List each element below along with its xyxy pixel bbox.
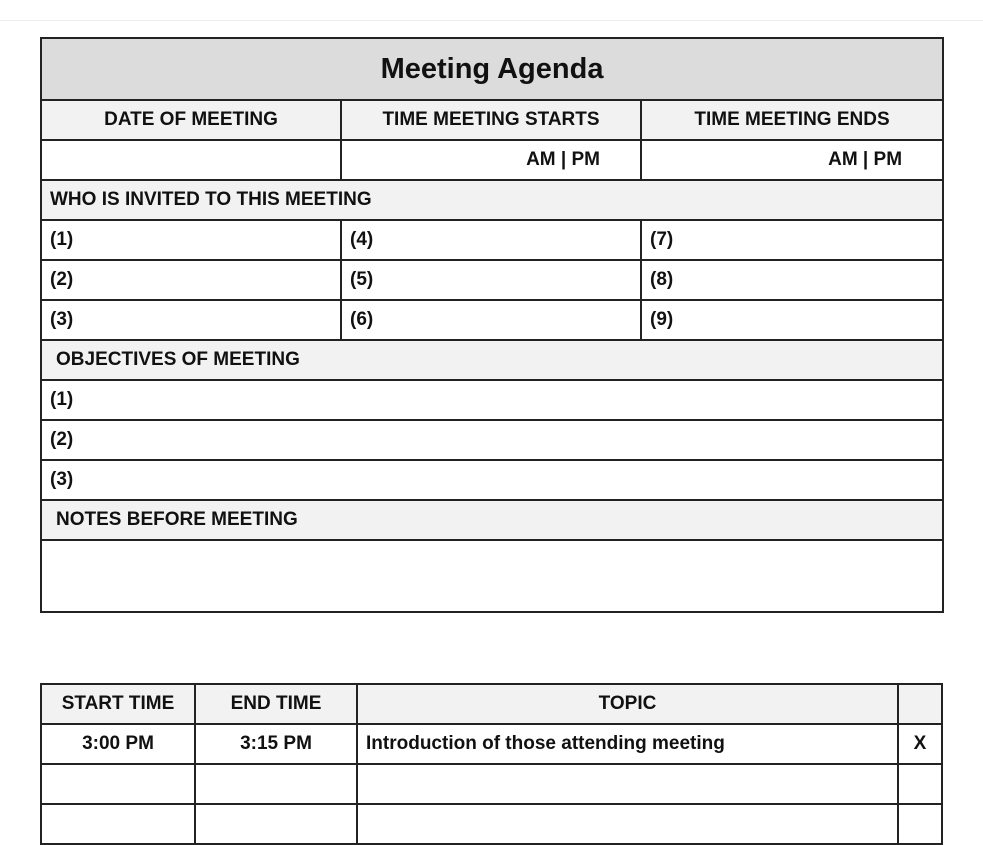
invitee-field[interactable]: (7) — [641, 220, 943, 260]
table-row — [41, 804, 942, 844]
invitee-field[interactable]: (4) — [341, 220, 641, 260]
end-time-cell[interactable] — [195, 804, 357, 844]
topic-cell[interactable] — [357, 764, 898, 804]
date-of-meeting-field[interactable] — [41, 140, 341, 180]
invitee-field[interactable]: (9) — [641, 300, 943, 340]
topic-header: TOPIC — [357, 684, 898, 724]
notes-field[interactable] — [41, 540, 943, 612]
invitee-field[interactable]: (6) — [341, 300, 641, 340]
objective-field[interactable]: (1) — [41, 380, 943, 420]
end-time-cell[interactable]: 3:15 PM — [195, 724, 357, 764]
end-time-cell[interactable] — [195, 764, 357, 804]
invitee-field[interactable]: (3) — [41, 300, 341, 340]
time-ends-header: TIME MEETING ENDS — [641, 100, 943, 140]
objectives-section-heading: OBJECTIVES OF MEETING — [41, 340, 943, 380]
time-starts-field[interactable]: AM | PM — [341, 140, 641, 180]
date-of-meeting-header: DATE OF MEETING — [41, 100, 341, 140]
done-mark-cell[interactable] — [898, 764, 942, 804]
page-title: Meeting Agenda — [41, 38, 943, 100]
table-row — [41, 724, 942, 764]
start-time-header: START TIME — [41, 684, 195, 724]
notes-section-heading: NOTES BEFORE MEETING — [41, 500, 943, 540]
done-mark-cell[interactable]: X — [898, 724, 942, 764]
table-row — [41, 764, 942, 804]
time-starts-header: TIME MEETING STARTS — [341, 100, 641, 140]
topic-cell[interactable] — [357, 804, 898, 844]
objective-field[interactable]: (3) — [41, 460, 943, 500]
invitee-field[interactable]: (5) — [341, 260, 641, 300]
objective-field[interactable]: (2) — [41, 420, 943, 460]
start-time-cell[interactable] — [41, 764, 195, 804]
done-mark-cell[interactable] — [898, 804, 942, 844]
top-divider — [0, 20, 983, 21]
start-time-cell[interactable]: 3:00 PM — [41, 724, 195, 764]
end-time-header: END TIME — [195, 684, 357, 724]
schedule-table — [40, 683, 943, 845]
invited-section-heading: WHO IS INVITED TO THIS MEETING — [41, 180, 943, 220]
invitee-field[interactable]: (1) — [41, 220, 341, 260]
time-ends-field[interactable]: AM | PM — [641, 140, 943, 180]
meeting-agenda-table — [40, 37, 944, 613]
invitee-field[interactable]: (2) — [41, 260, 341, 300]
start-time-cell[interactable] — [41, 804, 195, 844]
topic-cell[interactable]: Introduction of those attending meeting — [357, 724, 898, 764]
mark-header — [898, 684, 942, 724]
invitee-field[interactable]: (8) — [641, 260, 943, 300]
